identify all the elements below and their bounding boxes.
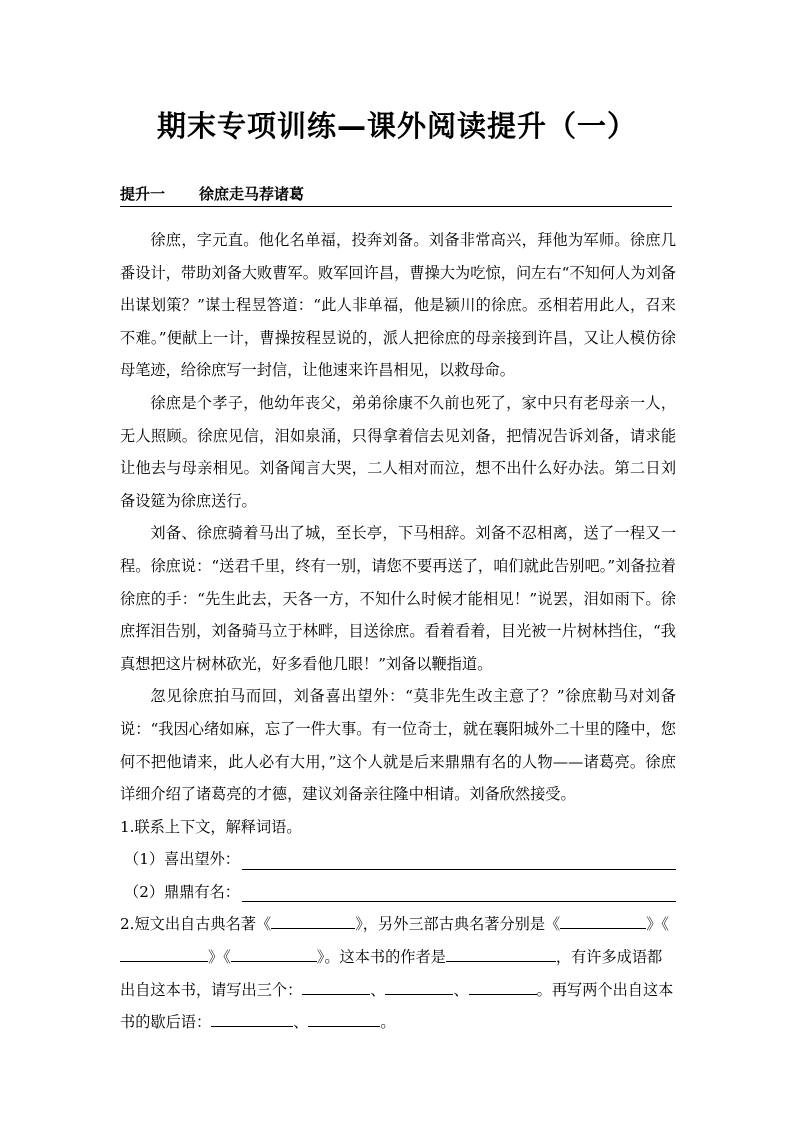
blank-book-2[interactable] — [560, 913, 646, 930]
question-1: 1.联系上下文，解释词语。 — [120, 817, 302, 836]
q2-text-4: 》《 — [208, 948, 231, 967]
section-label: 提升一 — [120, 185, 166, 203]
paragraph-2: 徐庶是个孝子，他幼年丧父，弟弟徐康不久前也死了，家中只有老母亲一人，无人照顾。徐庶见信，泪如泉涌，只得拿着信去见刘备，把情况告诉刘备，请求能让他去与母亲相见。刘备闻言大哭，二人相对而泣，想不出什么好办法。第二日刘备设筵为徐庶送行。 — [120, 393, 676, 510]
answer-line-2[interactable] — [242, 879, 676, 902]
q2-text-5: 》。这本书的作者是 — [316, 948, 446, 967]
question-1-item-1 — [124, 843, 676, 876]
article-body — [120, 224, 676, 1039]
paragraph-1: 徐庶，字元直。他化名单福，投奔刘备。刘备非常高兴，拜他为军师。徐庶几番设计，带助刘备大败曹军。败军回许昌，曹操大为吃惊，问左右“不知何人为刘备出谋划策？”谋士程昱答道：“此人非单福，他是颍川的徐庶。丞相若用此人，召来不难。”便献上一计，曹操按程昱说的，派人把徐庶的母亲接到许昌，又让人模仿徐母笔迹，给徐庶写一封信，让他速来许昌相见，以救母命。 — [120, 231, 676, 380]
paragraph-3: 刘备、徐庶骑着马出了城，至长亭，下马相辞。刘备不忍相离，送了一程又一程。徐庶说：“送君千里，终有一别，请您不要再送了，咱们就此告别吧。”刘备拉着徐庶的手：“先生此去，天各一方，不知什么时候才能相见！”说罢，泪如雨下。徐庶挥泪告别，刘备骑马立于林畔，目送徐庶。看着看着，目光被一片树林挡住，“我真想把这片树林砍光，好多看他几眼！”刘备以鞭指道。 — [120, 524, 676, 673]
section-header — [120, 184, 672, 207]
q2-text-1: 2.短文出自古典名著《 — [120, 915, 272, 934]
page-title: 期末专项训练—课外阅读提升（一） — [156, 109, 637, 143]
blank-book[interactable] — [271, 913, 355, 930]
q2-text-end: 。 — [380, 1013, 396, 1032]
q2-text-6: ，有许多成语都出自这本书，请写出三个： — [120, 948, 663, 999]
blank-idiom-2[interactable] — [385, 978, 453, 995]
question-1-item-2 — [124, 876, 676, 909]
blank-idiom-1[interactable] — [302, 978, 370, 995]
blank-book-4[interactable] — [231, 945, 317, 962]
q2-sep-2: 、 — [453, 980, 469, 999]
blank-xiehouyu-2[interactable] — [308, 1010, 380, 1027]
question-1-item-1-label: （1）喜出望外： — [124, 850, 240, 869]
answer-line-1[interactable] — [242, 847, 676, 870]
question-1-item-2-label: （2）鼎鼎有名： — [124, 882, 240, 901]
section-title: 徐庶走马荐诸葛 — [199, 185, 305, 203]
question-2 — [120, 908, 676, 1038]
blank-xiehouyu-1[interactable] — [211, 1010, 293, 1027]
blank-idiom-3[interactable] — [469, 978, 537, 995]
paragraph-4: 忽见徐庶拍马而回，刘备喜出望外：“莫非先生改主意了？”徐庶勒马对刘备说：“我因心绪如麻，忘了一件大事。有一位奇士，就在襄阳城外二十里的隆中，您何不把他请来，此人必有大用，”这个人就是后来鼎鼎有名的人物——诸葛亮。徐庶详细介绍了诸葛亮的才德，建议刘备亲往隆中相请。刘备欣然接受。 — [120, 687, 676, 804]
q2-sep-3: 、 — [293, 1013, 309, 1032]
q2-text-7: 。再写两个出自这本书的歇后语： — [120, 980, 674, 1032]
blank-author[interactable] — [446, 945, 556, 962]
q2-text-2: 》，另外三部古典名著分别是《 — [355, 915, 561, 934]
q2-text-3: 》《 — [646, 915, 669, 934]
blank-book-3[interactable] — [120, 945, 208, 962]
q2-sep-1: 、 — [370, 980, 386, 999]
